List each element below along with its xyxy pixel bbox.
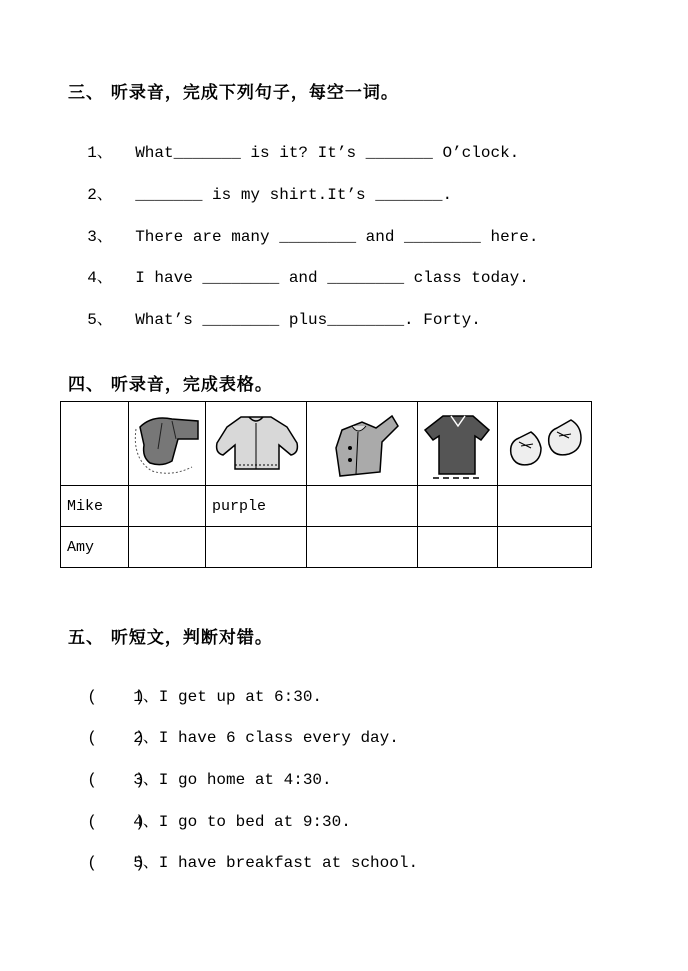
section3-item-5 xyxy=(68,288,481,329)
answer-parenthesis[interactable]: ( ) xyxy=(87,854,145,872)
section5-title: 五、 听短文，判断对错。 xyxy=(68,628,273,648)
item-text: 1、I get up at 6:30. xyxy=(133,688,323,706)
clothes-table xyxy=(60,401,592,568)
answer-cell[interactable] xyxy=(129,486,206,527)
row-name: Amy xyxy=(61,527,129,568)
item-text: 4、I go to bed at 9:30. xyxy=(133,813,351,831)
section5-item-4 xyxy=(68,790,351,831)
section5-item-3 xyxy=(68,748,332,789)
answer-cell[interactable] xyxy=(129,527,206,568)
answer-parenthesis[interactable]: ( ) xyxy=(87,771,145,789)
answer-cell[interactable] xyxy=(307,486,418,527)
item-text: 3、I go home at 4:30. xyxy=(133,771,332,789)
section3-title: 三、 听录音，完成下列句子，每空一词。 xyxy=(68,83,399,103)
shoes-icon xyxy=(498,402,592,486)
item-text: What_______ is it? It’s _______ O’clock. xyxy=(135,144,520,162)
table-header-row xyxy=(61,402,592,486)
table-corner-cell xyxy=(61,402,129,486)
answer-cell[interactable] xyxy=(307,527,418,568)
section3-item-4 xyxy=(68,246,529,287)
item-text: There are many ________ and ________ here. xyxy=(135,228,539,246)
answer-cell[interactable] xyxy=(498,486,592,527)
row-name: Mike xyxy=(61,486,129,527)
item-number: 4、 xyxy=(87,269,113,287)
answer-cell[interactable] xyxy=(206,527,307,568)
jacket-icon xyxy=(307,402,418,486)
item-text: 2、I have 6 class every day. xyxy=(133,729,399,747)
pants-icon xyxy=(129,402,206,486)
section3-item-3 xyxy=(68,205,538,246)
table-row xyxy=(61,486,592,527)
item-text: _______ is my shirt.It’s _______. xyxy=(135,186,453,204)
item-number: 1、 xyxy=(87,144,113,162)
item-number: 5、 xyxy=(87,311,113,329)
answer-cell[interactable]: purple xyxy=(206,486,307,527)
section5-item-1 xyxy=(68,665,322,706)
answer-parenthesis[interactable]: ( ) xyxy=(87,813,145,831)
item-text: 5、I have breakfast at school. xyxy=(133,854,419,872)
answer-cell[interactable] xyxy=(418,486,498,527)
section4-title: 四、 听录音，完成表格。 xyxy=(68,375,273,395)
answer-cell[interactable] xyxy=(418,527,498,568)
sweater-icon xyxy=(206,402,307,486)
item-text: I have ________ and ________ class today. xyxy=(135,269,529,287)
section5-item-5 xyxy=(68,831,418,872)
item-text: What’s ________ plus________. Forty. xyxy=(135,311,481,329)
section3-item-1 xyxy=(68,121,519,162)
shirt-icon xyxy=(418,402,498,486)
answer-parenthesis[interactable]: ( ) xyxy=(87,688,145,706)
item-number: 3、 xyxy=(87,228,113,246)
table-row xyxy=(61,527,592,568)
answer-parenthesis[interactable]: ( ) xyxy=(87,729,145,747)
answer-cell[interactable] xyxy=(498,527,592,568)
item-number: 2、 xyxy=(87,186,113,204)
section3-item-2 xyxy=(68,163,452,204)
section5-item-2 xyxy=(68,706,399,747)
